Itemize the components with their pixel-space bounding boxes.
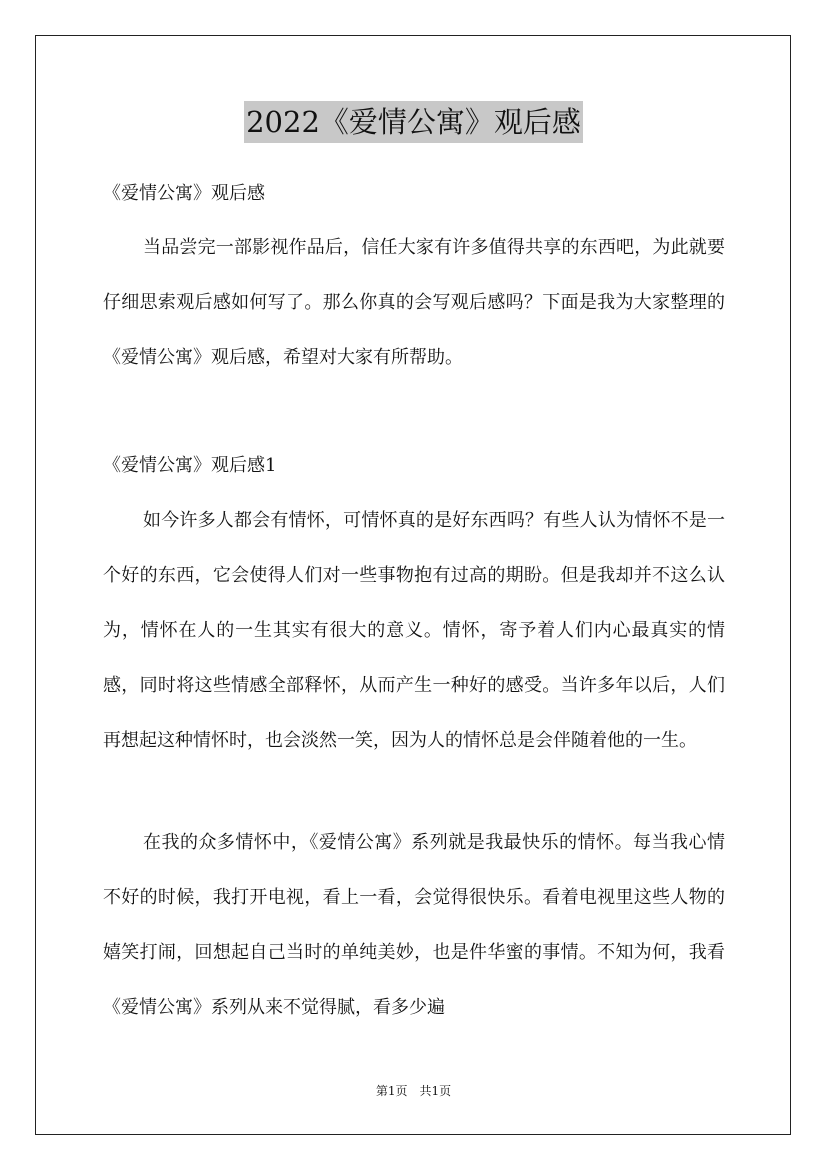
page-footer: 第1页 共1页 [375,1084,452,1098]
document-title: 2022《爱情公寓》观后感 [244,101,583,143]
intro-heading: 《爱情公寓》观后感 [103,183,265,204]
section1-heading: 《爱情公寓》观后感1 [103,455,277,476]
section1-paragraph-2: 在我的众多情怀中，《爱情公寓》系列就是我最快乐的情怀。每当我心情不好的时候，我打开电视，看上一看，会觉得很快乐。看着电视里这些人物的嬉笑打闹，回想起自己当时的单纯美妙，也是件华蜜的事情。不知为何，我看《爱情公寓》系列从来不觉得腻，看多少遍 [103,832,725,1018]
intro-paragraph: 当品尝完一部影视作品后，信任大家有许多值得共享的东西吧，为此就要仔细思索观后感如何写了。那么你真的会写观后感吗？下面是我为大家整理的《爱情公寓》观后感，希望对大家有所帮助。 [103,237,725,368]
title-container [0,101,827,143]
section1-paragraph-1: 如今许多人都会有情怀，可情怀真的是好东西吗？有些人认为情怀不是一个好的东西，它会使得人们对一些事物抱有过高的期盼。但是我却并不这么认为，情怀在人的一生其实有很大的意义。情怀，寄予着人们内心最真实的情感，同时将这些情感全部释怀，从而产生一种好的感受。当许多年以后，人们再想起这种情怀时，也会淡然一笑，因为人的情怀总是会伴随着他的一生。 [103,510,725,751]
